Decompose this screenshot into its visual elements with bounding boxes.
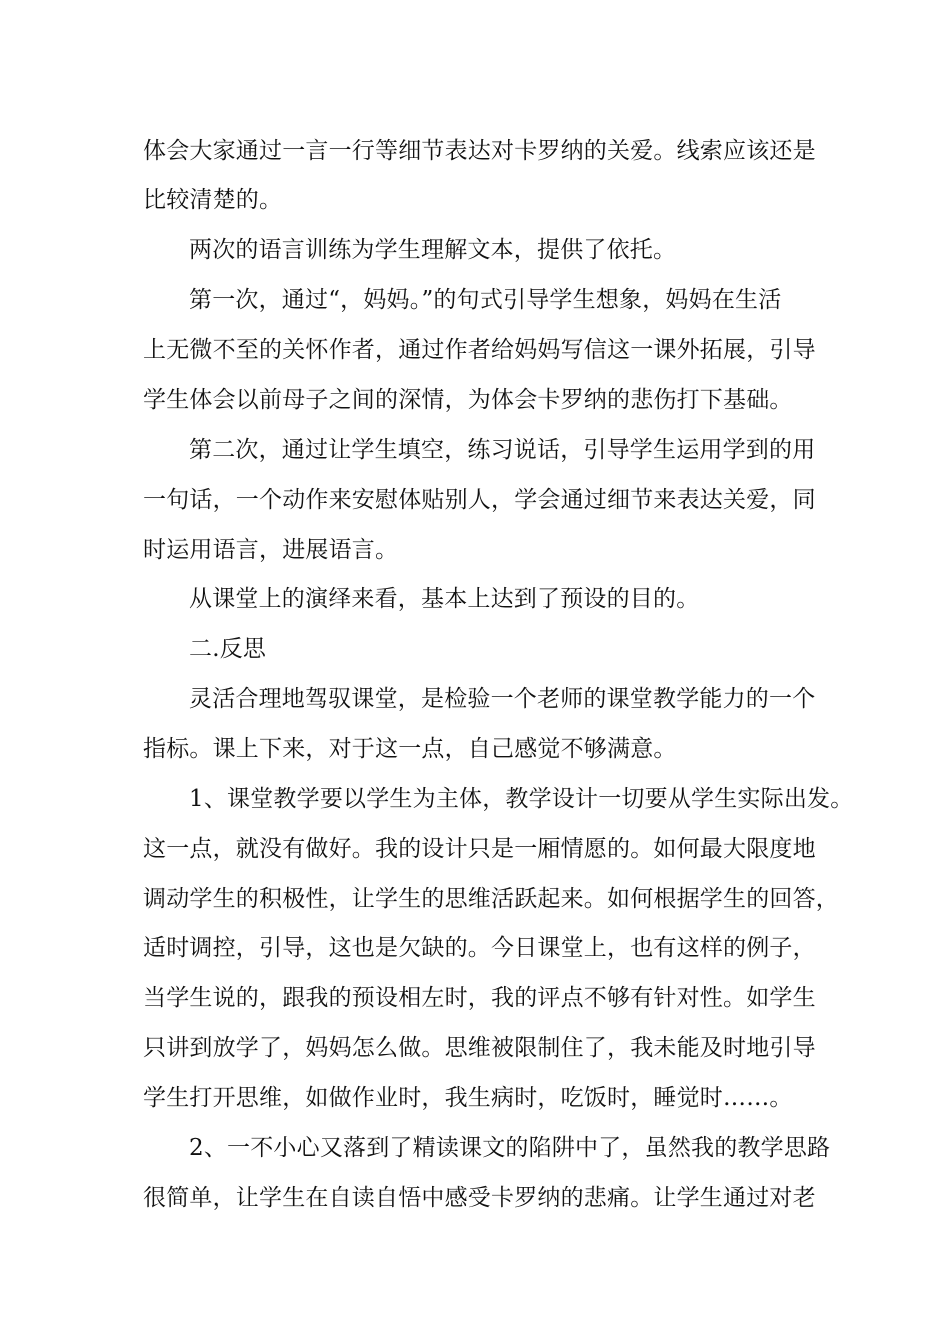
text-line: 学生体会以前母子之间的深情，为体会卡罗纳的悲伤打下基础。 bbox=[143, 387, 793, 413]
text-line: 比较清楚的。 bbox=[143, 187, 283, 213]
text-line: 这一点，就没有做好。我的设计只是一厢情愿的。如何最大限度地 bbox=[143, 836, 816, 862]
text-line: 一句话，一个动作来安慰体贴别人，学会通过细节来表达关爱，同 bbox=[143, 487, 816, 513]
text-line: 适时调控，引导，这也是欠缺的。今日课堂上，也有这样的例子， bbox=[143, 935, 816, 961]
text-line: 两次的语言训练为学生理解文本，提供了依托。 bbox=[189, 237, 677, 263]
text-line: 调动学生的积极性，让学生的思维活跃起来。如何根据学生的回答， bbox=[143, 886, 839, 912]
text-line: 学生打开思维，如做作业时，我生病时，吃饭时，睡觉时……。 bbox=[143, 1085, 793, 1111]
text-line: 只讲到放学了，妈妈怎么做。思维被限制住了，我未能及时地引导 bbox=[143, 1035, 816, 1061]
text-line: 第一次，通过“，妈妈。”的句式引导学生想象，妈妈在生活 bbox=[189, 287, 782, 313]
text-line: 1、课堂教学要以学生为主体，教学设计一切要从学生实际出发。 bbox=[189, 786, 854, 812]
text-line: 当学生说的，跟我的预设相左时，我的评点不够有针对性。如学生 bbox=[143, 985, 816, 1011]
text-line: 第二次，通过让学生填空，练习说话，引导学生运用学到的用 bbox=[189, 437, 816, 463]
text-line: 2、一不小心又落到了精读课文的陷阱中了，虽然我的教学思路 bbox=[189, 1135, 831, 1161]
text-line: 指标。课上下来，对于这一点，自己感觉不够满意。 bbox=[143, 736, 677, 762]
text-line: 体会大家通过一言一行等细节表达对卡罗纳的关爱。线索应该还是 bbox=[143, 138, 816, 164]
text-line: 灵活合理地驾驭课堂，是检验一个老师的课堂教学能力的一个 bbox=[189, 686, 816, 712]
text-line: 时运用语言，进展语言。 bbox=[143, 537, 399, 563]
text-line: 上无微不至的关怀作者，通过作者给妈妈写信这一课外拓展，引导 bbox=[143, 337, 816, 363]
text-line: 从课堂上的演绎来看，基本上达到了预设的目的。 bbox=[189, 586, 700, 612]
text-line: 很简单，让学生在自读自悟中感受卡罗纳的悲痛。让学生通过对老 bbox=[143, 1185, 816, 1211]
section-heading: 二.反思 bbox=[189, 636, 267, 662]
